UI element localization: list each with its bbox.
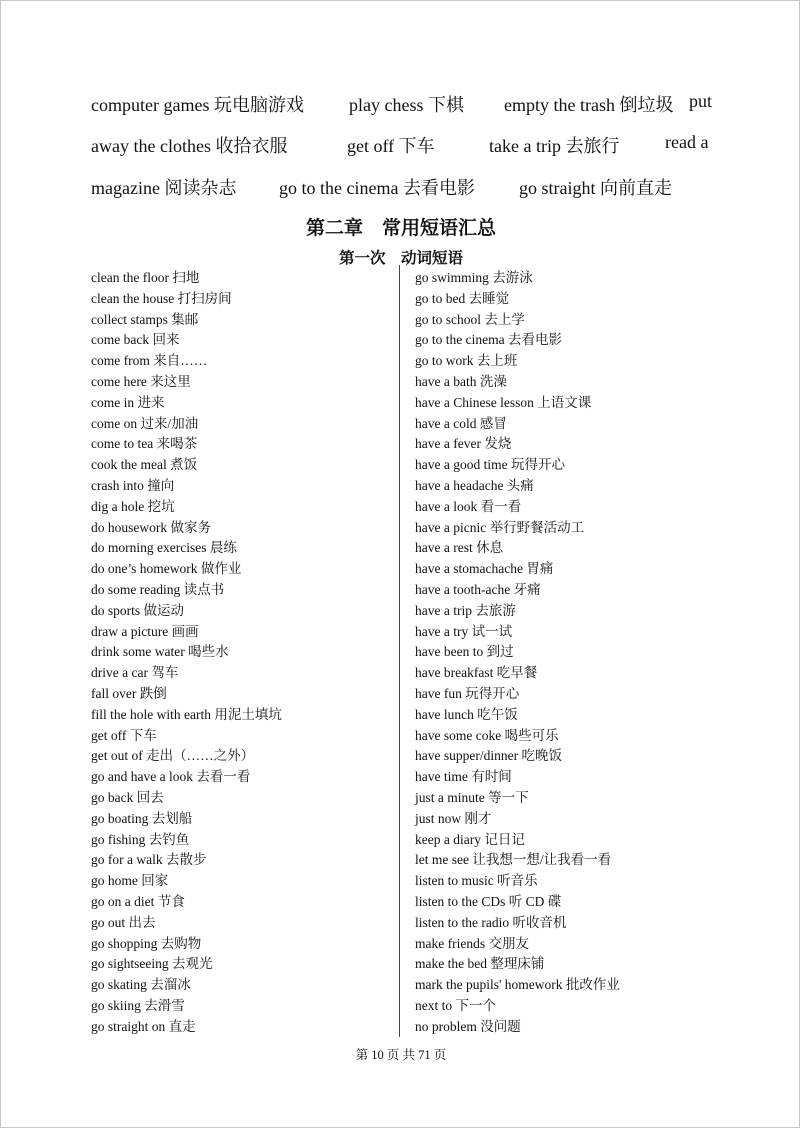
phrase-entry: go skating 去溜冰 [91,977,191,993]
phrase: play chess 下棋 [349,95,464,115]
phrase-entry: have a look 看一看 [415,498,522,514]
page-footer: 第 10 页 共 71 页 [355,1048,447,1062]
phrase-entry: keep a diary 记日记 [415,831,525,847]
phrase-entry: have a cold 感冒 [415,415,507,431]
phrase-entry: go out 出去 [91,914,156,930]
phrase-entry: get out of 走出（……之外） [91,748,255,764]
phrase-entry: have supper/dinner 吃晚饭 [415,748,562,764]
phrase-entry: clean the house 打扫房间 [91,290,232,306]
phrase-entry: do one’s homework 做作业 [91,561,242,577]
phrase-entry: come in 进来 [91,394,165,410]
phrase-entry: listen to music 听音乐 [415,873,538,889]
phrase-entry: go boating 去划船 [91,810,193,826]
phrase-entry: have a stomachache 胃痛 [415,561,554,577]
phrase-entry: go skiing 去滑雪 [91,997,185,1013]
phrase-entry: listen to the radio 听收音机 [415,914,567,930]
phrase-entry: come back 回来 [91,332,180,348]
phrase: go straight 向前直走 [519,178,672,198]
phrase-entry: go to school 去上学 [415,311,525,327]
phrase: put [689,91,713,111]
phrase-entry: just a minute 等一下 [415,789,529,805]
phrase-entry: listen to the CDs 听 CD 碟 [415,893,562,909]
phrase-entry: go straight on 直走 [91,1018,196,1034]
phrase-entry: have a bath 洗澡 [415,373,507,389]
phrase-entry: go to work 去上班 [415,353,518,369]
phrase-entry: have some coke 喝些可乐 [415,727,559,743]
phrase-entry: go and have a look 去看一看 [91,769,251,785]
left-phrase-column [91,268,282,1037]
phrase-entry: have fun 玩得开心 [415,685,520,701]
phrase: read a [665,132,709,152]
phrase-entry: have a tooth-ache 牙痛 [415,581,541,597]
phrase-entry: fill the hole with earth 用泥土填坑 [91,706,282,722]
phrase-entry: draw a picture 画画 [91,623,199,639]
phrase-entry: do morning exercises 晨练 [91,540,237,556]
phrase-entry: do housework 做家务 [91,519,211,535]
phrase-entry: crash into 撞向 [91,477,175,493]
phrase-entry: just now 刚才 [415,810,492,826]
phrase-entry: next to 下一个 [415,997,496,1013]
phrase-entry: go swimming 去游泳 [415,270,533,285]
phrase: take a trip 去旅行 [489,136,620,156]
phrase-entry: go for a walk 去散步 [91,852,207,868]
phrase-entry: have a good time 玩得开心 [415,457,565,473]
phrase: magazine 阅读杂志 [91,178,237,198]
section-title: 第一次 动词短语 [338,250,463,267]
phrase-entry: dig a hole 挖坑 [91,498,175,514]
phrase-entry: drink some water 喝些水 [91,644,229,660]
phrase-entry: have a trip 去旅游 [415,602,516,618]
phrase-entry: have lunch 吃午饭 [415,706,518,722]
phrase-entry: no problem 没问题 [415,1018,521,1034]
phrase-entry: have time 有时间 [415,769,512,785]
phrase-entry: do sports 做运动 [91,602,185,618]
phrase-entry: cook the meal 煮饭 [91,457,198,473]
phrase: go to the cinema 去看电影 [279,178,475,198]
phrase-entry: drive a car 驾车 [91,665,179,681]
phrase-entry: have a try 试一试 [415,623,513,639]
phrase-entry: have a picnic 举行野餐活动工 [415,519,585,535]
phrase-entry: come on 过来/加油 [91,415,199,431]
phrase-entry: come from 来自…… [91,353,208,369]
phrase-entry: go fishing 去钓鱼 [91,831,190,847]
phrase: empty the trash 倒垃圾 [504,95,674,115]
phrase: away the clothes 收拾衣服 [91,136,288,156]
phrase-entry: come to tea 来喝茶 [91,436,198,452]
phrase-entry: have been to 到过 [415,644,514,660]
phrase-entry: have a Chinese lesson 上语文课 [415,394,592,410]
phrase-entry: collect stamps 集邮 [91,311,199,327]
phrase-entry: go to the cinema 去看电影 [415,332,562,348]
phrase-entry: go shopping 去购物 [91,935,202,951]
phrase-entry: fall over 跌倒 [91,685,167,701]
phrase-entry: clean the floor 扫地 [91,270,200,285]
phrase-entry: go back 回去 [91,789,164,805]
phrase-entry: go to bed 去睡觉 [415,290,510,306]
phrase: get off 下车 [347,136,435,156]
phrase-entry: let me see 让我想一想/让我看一看 [415,852,612,868]
phrase-entry: make the bed 整理床铺 [415,956,545,972]
phrase-entry: go sightseeing 去观光 [91,956,213,972]
phrase-entry: have a headache 头痛 [415,477,534,493]
right-phrase-column [415,268,620,1037]
chapter-title: 第二章 常用短语汇总 [305,218,496,239]
phrase-entry: come here 来这里 [91,373,191,389]
phrase-entry: mark the pupils' homework 批改作业 [415,977,620,993]
column-divider [399,265,400,1037]
phrase-entry: get off 下车 [91,727,157,743]
phrase-entry: have a fever 发烧 [415,436,512,452]
phrase-entry: have a rest 休息 [415,540,504,556]
phrase-entry: make friends 交朋友 [415,935,529,951]
phrase: computer games 玩电脑游戏 [91,95,304,115]
phrase-entry: go home 回家 [91,873,169,889]
phrase-entry: go on a diet 节食 [91,893,185,909]
phrase-entry: do some reading 读点书 [91,581,225,597]
phrase-entry: have breakfast 吃早餐 [415,665,538,681]
